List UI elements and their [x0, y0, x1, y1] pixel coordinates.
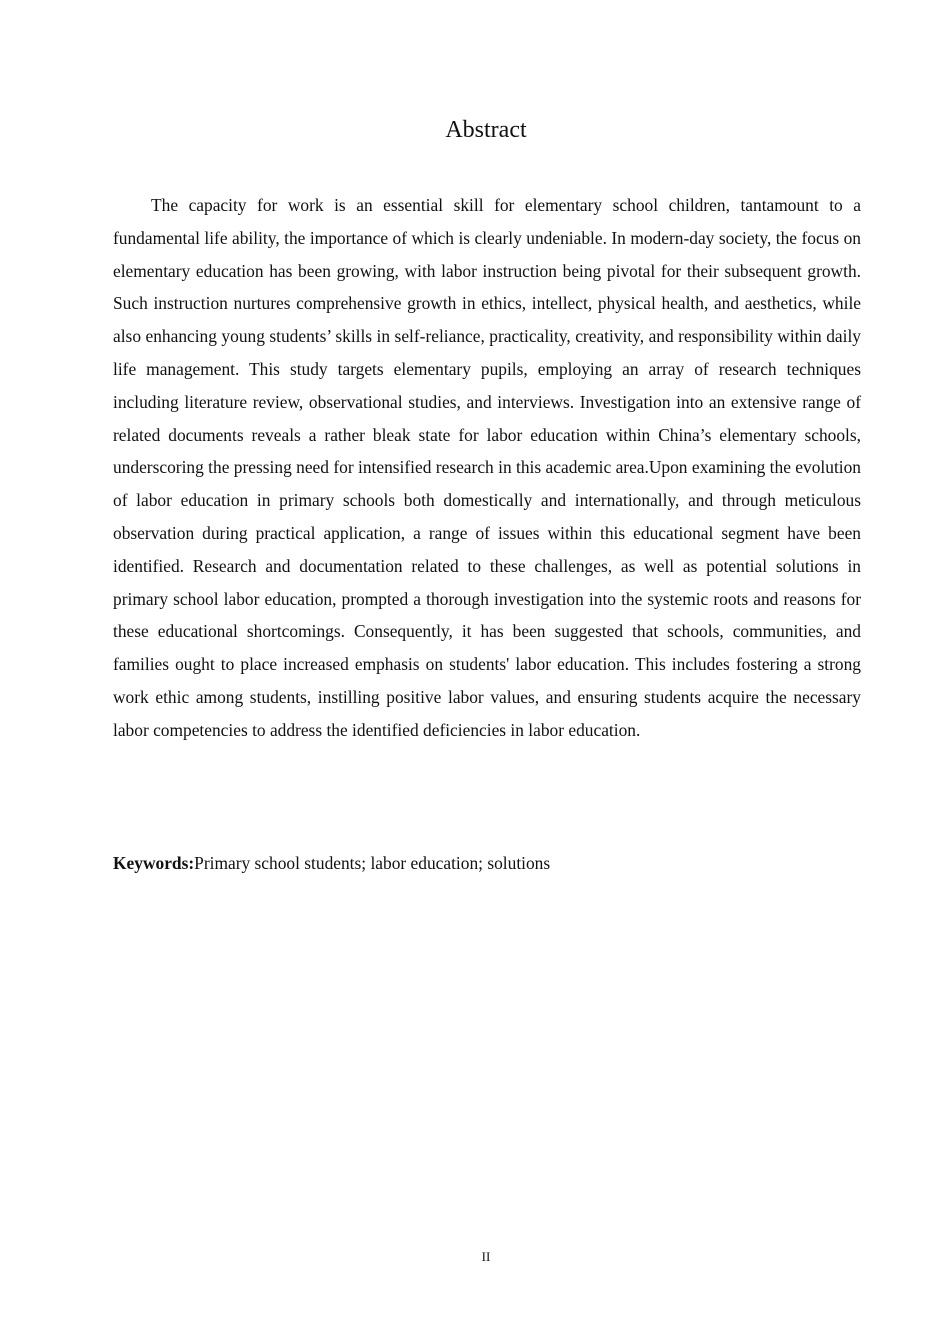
page-number: II: [481, 1249, 491, 1264]
keywords-label: Keywords:: [113, 853, 195, 873]
abstract-paragraph: The capacity for work is an essential skill for elementary school children, tantamount to a fundamental life ability, the importance of which is clearly undeniable. In modern-day society, the focus on elementary education has been growing, with labor instruction being pivotal for their subsequent growth. Such instruction nurtures comprehensive growth in ethics, intellect, physical health, and aesthetics, while also enhancing young students’ skills in self-reliance, practicality, creativity, and responsibility within daily life management. This study targets elementary pupils, employing an array of research techniques including literature review, observational studies, and interviews. Investigation into an extensive range of related documents reveals a rather bleak state for labor education within China’s elementary schools, underscoring the pressing need for intensified research in this academic area.Upon examining the evolution of labor education in primary schools both domestically and internationally, and through meticulous observation during practical application, a range of issues within this educational segment have been identified. Research and documentation related to these challenges, as well as potential solutions in primary school labor education, prompted a thorough investigation into the systemic roots and reasons for these educational shortcomings. Consequently, it has been suggested that schools, communities, and families ought to place increased emphasis on students' labor education. This includes fostering a strong work ethic among students, instilling positive labor values, and ensuring students acquire the necessary labor competencies to address the identified deficiencies in labor education.: [113, 195, 861, 740]
abstract-title: Abstract: [445, 117, 527, 143]
keywords-line: [113, 847, 861, 879]
keywords-text: Primary school students; labor education; solutions: [194, 853, 551, 873]
